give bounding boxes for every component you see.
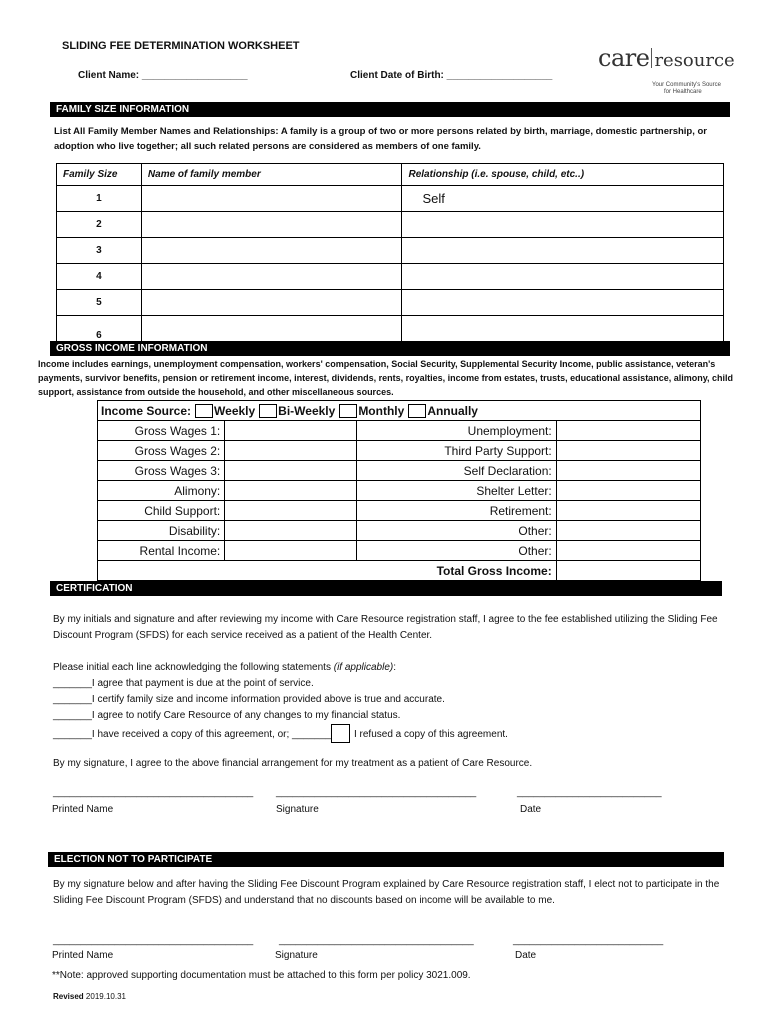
income-right-label: Unemployment: <box>357 421 557 441</box>
total-gross-income-label: Total Gross Income: <box>98 561 557 581</box>
relationship-cell[interactable] <box>402 290 724 316</box>
table-row <box>98 561 701 581</box>
election-paragraph: By my signature below and after having the Sliding Fee Discount Program explained by Care Resource registration staff, I elect not to participate in the Sliding Fee Discount Program (SFDS) and understand that no discounts based on income will be available to me. <box>53 879 720 906</box>
weekly-label: Weekly <box>214 403 256 418</box>
income-left-value[interactable] <box>225 541 357 561</box>
annually-checkbox[interactable] <box>408 404 426 418</box>
biweekly-checkbox[interactable] <box>259 404 277 418</box>
initial-line-copy[interactable] <box>53 724 508 743</box>
member-name-cell[interactable] <box>141 316 402 342</box>
income-right-label: Third Party Support: <box>357 441 557 461</box>
family-size-cell: 3 <box>57 238 142 264</box>
refused-copy-checkbox[interactable] <box>331 724 350 743</box>
relationship-cell[interactable] <box>402 264 724 290</box>
signature-agreement: By my signature, I agree to the above financial arrangement for my treatment as a patient of Care Resource. <box>53 758 533 769</box>
col-relationship: Relationship (i.e. spouse, child, etc..) <box>402 164 724 186</box>
signature-line[interactable]: ____________________________________ <box>276 787 477 798</box>
initial-line-certify[interactable]: _______I certify family size and income information provided above is true and accurate. <box>53 694 445 705</box>
table-row <box>98 441 701 461</box>
income-right-value[interactable] <box>556 421 700 441</box>
weekly-checkbox[interactable] <box>195 404 213 418</box>
income-left-label: Rental Income: <box>98 541 225 561</box>
revision-info <box>53 992 126 1001</box>
income-left-value[interactable] <box>225 461 357 481</box>
income-right-value[interactable] <box>556 461 700 481</box>
total-gross-income-value[interactable] <box>556 561 700 581</box>
date-label: Date <box>520 804 542 815</box>
certification-heading: CERTIFICATION <box>50 581 722 596</box>
family-table <box>56 163 724 342</box>
income-table <box>97 400 701 581</box>
income-right-label: Other: <box>357 521 557 541</box>
income-left-label: Disability: <box>98 521 225 541</box>
client-dob-field[interactable]: Client Date of Birth: ___________________ <box>350 70 553 81</box>
income-right-value[interactable] <box>556 501 700 521</box>
care-resource-logo <box>598 44 738 95</box>
initial-intro-italic: (if applicable) <box>333 662 394 673</box>
income-left-value[interactable] <box>225 481 357 501</box>
table-row <box>57 264 724 290</box>
family-size-cell: 6 <box>57 316 142 342</box>
relationship-cell[interactable] <box>402 212 724 238</box>
family-size-cell: 4 <box>57 264 142 290</box>
family-size-cell: 5 <box>57 290 142 316</box>
col-member-name: Name of family member <box>141 164 402 186</box>
table-row <box>98 461 701 481</box>
income-left-label: Child Support: <box>98 501 225 521</box>
income-right-label: Self Declaration: <box>357 461 557 481</box>
income-right-value[interactable] <box>556 481 700 501</box>
logo-tagline-2: for Healthcare <box>664 89 702 95</box>
income-left-value[interactable] <box>225 521 357 541</box>
col-family-size: Family Size <box>57 164 142 186</box>
table-row <box>57 290 724 316</box>
income-left-label: Gross Wages 1: <box>98 421 225 441</box>
member-name-cell[interactable] <box>141 290 402 316</box>
monthly-label: Monthly <box>358 403 405 418</box>
income-right-value[interactable] <box>556 441 700 461</box>
election-date-label: Date <box>515 950 537 961</box>
refused-copy-text: I refused a copy of this agreement. <box>353 729 508 740</box>
initial-instructions <box>53 660 725 676</box>
initial-line-payment[interactable]: _______I agree that payment is due at the point of service. <box>53 678 314 689</box>
member-name-cell[interactable] <box>141 212 402 238</box>
family-size-cell: 1 <box>57 186 142 212</box>
election-signature-line[interactable]: ___________________________________ <box>279 935 474 946</box>
election-printed-name-line[interactable]: ____________________________________ <box>53 935 254 946</box>
printed-name-label: Printed Name <box>52 804 114 815</box>
income-left-value[interactable] <box>225 421 357 441</box>
table-row <box>98 481 701 501</box>
income-source-row <box>98 401 701 421</box>
table-row <box>57 212 724 238</box>
logo-tagline-1: Your Community's Source <box>652 82 721 88</box>
income-description: Income includes earnings, unemployment compensation, workers' compensation, Social Security, Supplemental Security Income, public assistance, veteran's payments, survivor benefits, pension or retirement income, interest, dividends, rents, royalties, income from estates, trusts, educational assistance, alimony, child support, assistance from outside the household, and other miscellaneous sources. <box>38 359 734 397</box>
initial-intro: Please initial each line acknowledging the following statements <box>53 662 331 673</box>
supporting-docs-note: **Note: approved supporting documentation must be attached to this form per policy 3021.009. <box>52 970 471 981</box>
certification-paragraph: By my initials and signature and after reviewing my income with Care Resource registration staff, I agree to the fee established utilizing the Sliding Fee Discount Program (SFDS) for each service received as a patient of the Health Center. <box>53 614 718 641</box>
gross-income-heading: GROSS INCOME INFORMATION <box>50 341 730 356</box>
income-left-value[interactable] <box>225 501 357 521</box>
income-right-label: Other: <box>357 541 557 561</box>
relationship-cell[interactable] <box>402 316 724 342</box>
monthly-checkbox[interactable] <box>339 404 357 418</box>
date-line[interactable]: __________________________ <box>517 787 662 798</box>
income-right-value[interactable] <box>556 521 700 541</box>
table-row <box>98 421 701 441</box>
biweekly-label: Bi-Weekly <box>278 403 336 418</box>
logo-resource-text: resource <box>654 50 735 71</box>
form-title: SLIDING FEE DETERMINATION WORKSHEET <box>62 40 300 52</box>
income-right-value[interactable] <box>556 541 700 561</box>
income-left-label: Alimony: <box>98 481 225 501</box>
income-right-label: Retirement: <box>357 501 557 521</box>
family-size-cell: 2 <box>57 212 142 238</box>
revised-label: Revised <box>53 992 84 1001</box>
income-left-label: Gross Wages 3: <box>98 461 225 481</box>
revised-date: 2019.10.31 <box>85 992 126 1001</box>
relationship-cell[interactable] <box>402 238 724 264</box>
family-instructions: List All Family Member Names and Relationships: A family is a group of two or more persons related by birth, marriage, domestic partnership, or adoption who live together; all such related persons are considered as members of one family. <box>54 126 708 152</box>
table-row <box>57 316 724 342</box>
election-date-line[interactable]: ___________________________ <box>513 935 664 946</box>
table-row <box>98 541 701 561</box>
initial-intro-end: : <box>393 662 396 673</box>
logo-care-text: care <box>598 44 650 72</box>
table-row <box>57 186 724 212</box>
printed-name-line[interactable]: ____________________________________ <box>53 787 254 798</box>
received-copy-text: _______I have received a copy of this agreement, or; _______ <box>53 729 331 740</box>
table-row <box>57 238 724 264</box>
signature-label: Signature <box>276 804 319 815</box>
member-name-cell[interactable] <box>141 264 402 290</box>
election-printed-name-label: Printed Name <box>52 950 114 961</box>
income-source-label: Income Source: <box>101 403 192 418</box>
election-signature-label: Signature <box>275 950 318 961</box>
table-row <box>98 501 701 521</box>
income-left-value[interactable] <box>225 441 357 461</box>
annually-label: Annually <box>427 403 478 418</box>
family-size-heading: FAMILY SIZE INFORMATION <box>50 102 730 117</box>
member-name-cell[interactable] <box>141 238 402 264</box>
election-heading: ELECTION NOT TO PARTICIPATE <box>48 852 724 867</box>
income-right-label: Shelter Letter: <box>357 481 557 501</box>
table-row <box>98 521 701 541</box>
relationship-cell[interactable]: Self <box>402 186 724 212</box>
income-left-label: Gross Wages 2: <box>98 441 225 461</box>
client-name-field[interactable]: Client Name: ___________________ <box>78 70 248 81</box>
member-name-cell[interactable] <box>141 186 402 212</box>
initial-line-notify[interactable]: _______I agree to notify Care Resource of any changes to my financial status. <box>53 710 401 721</box>
